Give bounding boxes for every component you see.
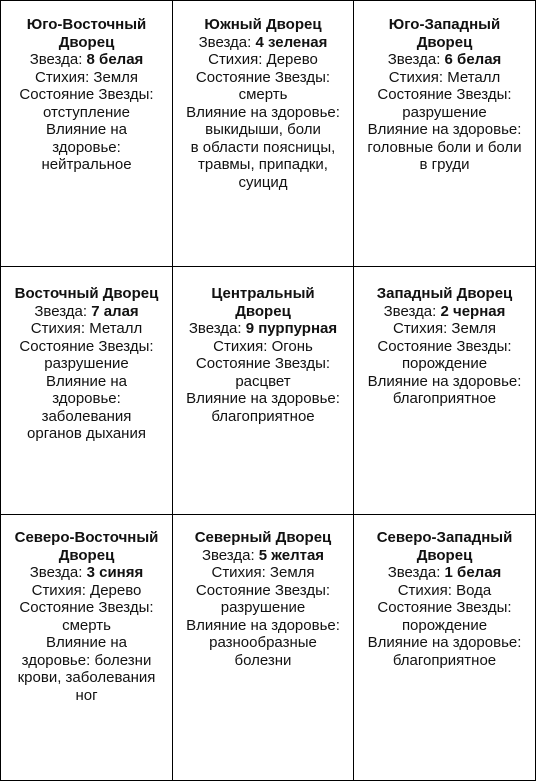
element-line (7, 320, 166, 338)
palace-title: Дворец (58, 33, 115, 51)
star-state-value: разрушение (220, 599, 306, 616)
palace-title: Юго-Восточный (26, 16, 147, 33)
health-label: Влияние на (45, 634, 128, 651)
element-value: Дерево (90, 581, 142, 599)
element-value: Вода (456, 581, 492, 599)
health-value: суицид (238, 173, 288, 191)
palace-title: Центральный (211, 285, 315, 302)
star-state-value: порождение (401, 616, 488, 634)
palace-title: Дворец (58, 546, 115, 564)
star-label: Звезда: (201, 546, 255, 564)
health-value: благоприятное (211, 407, 315, 425)
star-label: Звезда: (29, 564, 83, 581)
health-label: здоровье: (52, 138, 121, 156)
star-line (360, 303, 529, 321)
health-label: Влияние на здоровье: (367, 634, 522, 651)
health-value: разнообразные (209, 634, 317, 651)
star-label: Звезда: (34, 302, 88, 320)
palace-title: Северо-Восточный (14, 529, 159, 546)
star-label: Звезда: (188, 320, 242, 337)
health-label: Влияние на здоровье: (367, 372, 522, 390)
health-label: Влияние на здоровье: (367, 121, 522, 138)
element-line (179, 338, 347, 356)
health-value: нейтральное (41, 156, 132, 173)
star-state-label: Состояние Звезды: (195, 68, 331, 86)
health-label: Влияние на (45, 372, 128, 390)
star-state-label: Состояние Звезды: (195, 355, 331, 372)
health-value: крови, заболевания (17, 669, 156, 686)
element-line (179, 564, 347, 582)
palace-title: Дворец (416, 546, 473, 564)
palace-cell-west (354, 267, 535, 515)
palace-title: Дворец (416, 33, 473, 51)
star-line (179, 320, 347, 338)
star-value: 9 пурпурная (245, 320, 338, 337)
star-state-label: Состояние Звезды: (377, 86, 512, 103)
star-state-value: разрушение (402, 103, 487, 121)
star-line (360, 51, 529, 69)
element-label: Стихия: (211, 564, 266, 581)
element-line (7, 69, 166, 87)
star-state-value: расцвет (235, 372, 291, 390)
star-line (179, 547, 347, 565)
palace-cell-east (1, 267, 173, 515)
element-label: Стихия: (31, 581, 86, 599)
star-label: Звезда: (383, 302, 437, 320)
palace-cell-north (173, 515, 354, 780)
element-value: Дерево (266, 51, 318, 68)
health-value: болезни (94, 651, 152, 669)
star-state-label: Состояние Звезды: (377, 599, 512, 616)
star-state-label: Состояние Звезды: (19, 86, 154, 103)
star-state-label: Состояние Звезды: (377, 337, 512, 355)
health-value: выкидыши, боли (205, 121, 321, 138)
health-value: органов дыхания (27, 425, 146, 442)
health-line (7, 652, 166, 670)
star-state-value: отступление (43, 103, 130, 121)
star-line (7, 51, 166, 69)
element-line (179, 51, 347, 69)
palace-cell-northwest (354, 515, 535, 780)
health-value: головные боли и боли (367, 138, 522, 156)
element-label: Стихия: (392, 320, 448, 337)
element-label: Стихия: (397, 581, 452, 599)
health-label: Влияние на здоровье: (186, 103, 340, 121)
element-label: Стихия: (30, 320, 86, 337)
element-line (360, 320, 529, 338)
health-label: здоровье: (21, 651, 91, 669)
health-value: благоприятное (392, 651, 497, 669)
palace-title: Северный Дворец (194, 529, 332, 546)
element-value: Земля (269, 564, 315, 581)
health-value: травмы, припадки, (198, 156, 328, 173)
palace-title: Юго-Западный (388, 16, 501, 33)
health-value: ног (75, 686, 98, 704)
health-value: в груди (419, 156, 470, 173)
star-value: 5 желтая (258, 546, 325, 564)
element-line (360, 582, 529, 600)
star-label: Звезда: (387, 564, 441, 581)
element-label: Стихия: (208, 51, 263, 68)
star-state-value: смерть (238, 86, 288, 103)
element-label: Стихия: (388, 68, 444, 86)
palace-title: Южный Дворец (204, 16, 322, 33)
star-label: Звезда: (29, 51, 83, 68)
element-value: Земля (93, 68, 139, 86)
star-state-label: Состояние Звезды: (19, 599, 154, 616)
palace-cell-center (173, 267, 354, 515)
element-label: Стихия: (213, 337, 268, 355)
palace-cell-northeast (1, 515, 173, 780)
star-value: 8 белая (86, 51, 144, 68)
health-value: болезни (234, 651, 292, 669)
star-line (7, 303, 166, 321)
palace-title: Западный Дворец (376, 285, 513, 302)
element-line (7, 582, 166, 600)
star-state-value: разрушение (44, 355, 129, 372)
palace-cell-southwest (354, 1, 535, 267)
star-state-label: Состояние Звезды: (19, 337, 154, 355)
star-value: 3 синяя (86, 564, 144, 581)
element-value: Земля (451, 320, 497, 337)
health-label: здоровье: (52, 390, 121, 407)
star-line (7, 564, 166, 582)
star-state-value: смерть (62, 616, 111, 634)
health-label: Влияние на (45, 121, 128, 138)
element-line (360, 69, 529, 87)
element-value: Металл (447, 68, 501, 86)
palace-cell-southeast (1, 1, 173, 267)
star-value: 7 алая (91, 302, 139, 320)
palace-title: Северо-Западный (376, 529, 513, 546)
star-label: Звезда: (387, 51, 441, 68)
palace-title: Дворец (235, 302, 291, 320)
element-value: Металл (89, 320, 143, 337)
star-state-value: порождение (401, 355, 488, 372)
star-label: Звезда: (198, 33, 252, 51)
palace-title: Восточный Дворец (14, 285, 159, 302)
star-line (360, 564, 529, 582)
element-value: Огонь (271, 337, 313, 355)
palace-cell-south (173, 1, 354, 267)
star-value: 2 черная (440, 302, 506, 320)
star-value: 1 белая (444, 564, 502, 581)
star-state-label: Состояние Звезды: (195, 581, 331, 599)
star-value: 4 зеленая (255, 33, 328, 51)
health-label: Влияние на здоровье: (186, 390, 340, 407)
element-label: Стихия: (34, 68, 90, 86)
star-value: 6 белая (444, 51, 502, 68)
health-label: Влияние на здоровье: (186, 616, 340, 634)
health-value: благоприятное (392, 390, 497, 407)
health-value: в области поясницы, (190, 138, 336, 156)
star-line (179, 34, 347, 52)
health-value: заболевания (41, 407, 132, 425)
